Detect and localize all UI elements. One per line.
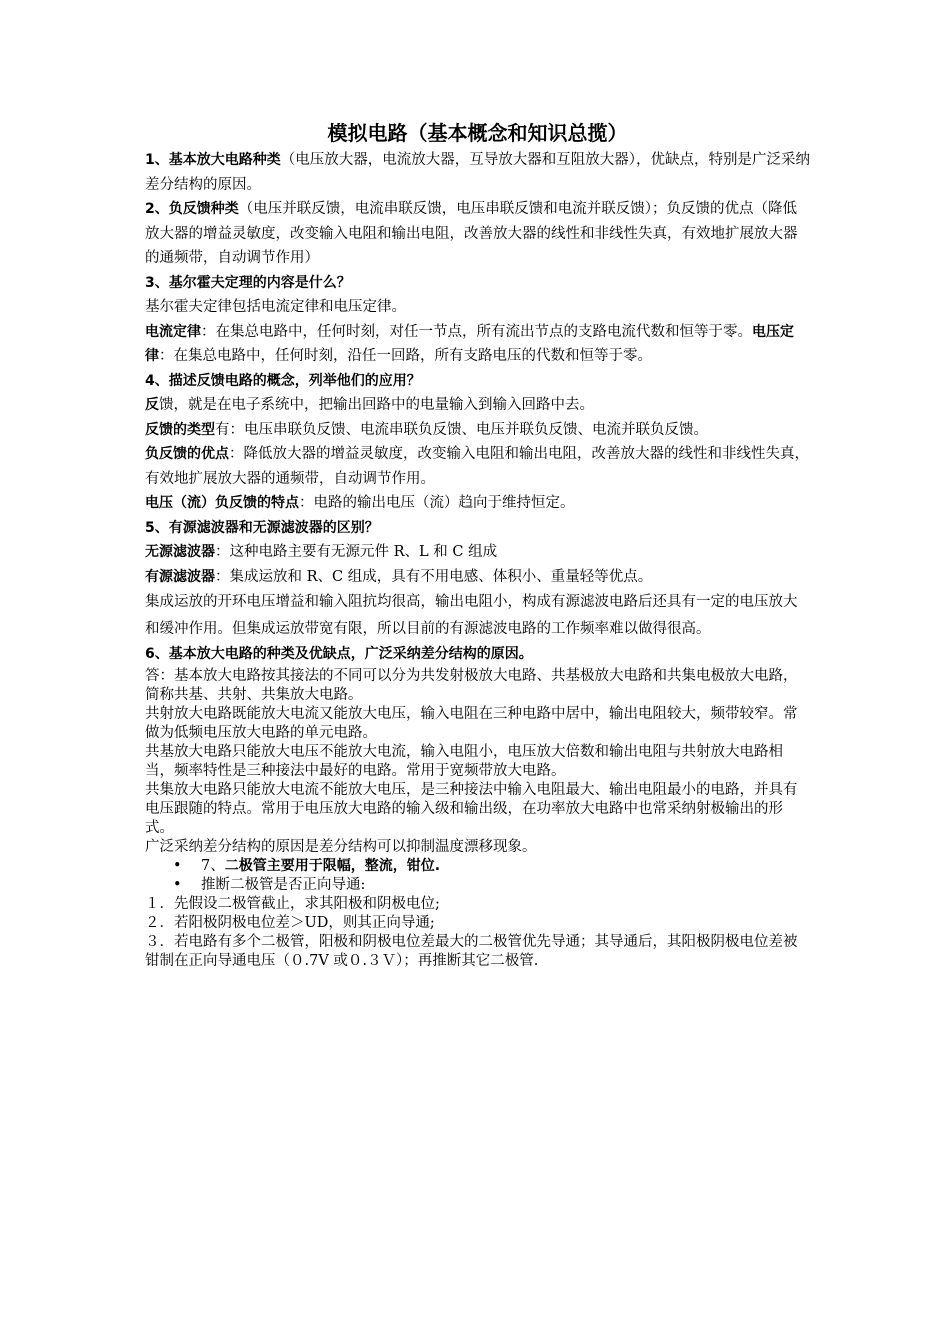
bullet-item-diode-conduction (145, 876, 810, 895)
passive-filter-label: 无源滤波器 (145, 544, 215, 560)
section-6-heading: 6、基本放大电路的种类及优缺点，广泛采纳差分结构的原因。 (145, 646, 533, 662)
document-page (145, 118, 810, 971)
section-3-laws (145, 320, 810, 369)
features-label: 电压（流）负反馈的特点 (145, 495, 299, 511)
common-base-paragraph: 共基放大电路只能放大电压不能放大电流，输入电阻小，电压放大倍数和输出电阻与共射放大电路相当，频率特性是三种接法中最好的电路。常用于宽频带放大电路。 (145, 743, 783, 779)
step-3: ３．若电路有多个二极管，阳极和阴极电位差最大的二极管优先导通；其导通后，其阳极阴极电位差被钳制在正向导通电压（０.7V 或０.３Ｖ）；再推断其它二极管. (145, 933, 798, 969)
step-1: １．先假设二极管截止，求其阳极和阴极电位; (145, 895, 440, 912)
active-filter (145, 565, 810, 590)
section-1-heading: 1、基本放大电路种类 (145, 152, 281, 168)
advantages-label: 负反馈的优点 (145, 446, 229, 462)
feedback-label: 反 (145, 397, 159, 413)
bullet-number: 7、 (201, 857, 225, 874)
advantages-text: ：降低放大器的增益灵敏度，改变输入电阻和输出电阻，改善放大器的线性和非线性失真，有效地扩展放大器的通频带，自动调节作用。 (145, 446, 809, 487)
feedback-definition (145, 393, 810, 418)
passive-filter-text: ：这种电路主要有无源元件 R、L 和 C 组成 (215, 544, 498, 560)
negative-feedback-features (145, 491, 810, 516)
active-filter-label: 有源滤波器 (145, 568, 215, 585)
common-collector-paragraph: 共集放大电路只能放大电流不能放大电压，是三种接法中输入电阻最大、输出电阻最小的电路，并具有电压跟随的特点。常用于电压放大电路的输入级和输出级，在功率放大电路中也常采纳射极输出的形式。 (145, 781, 798, 836)
section-3-heading: 3、基尔霍夫定理的内容是什么？ (145, 274, 351, 291)
section-3-intro: 基尔霍夫定律包括电流定律和电压定律。 (145, 299, 406, 315)
common-emitter-paragraph: 共射放大电路既能放大电流又能放大电压，输入电阻在三种电路中居中，输出电阻较大，频带较窄。常做为低频电压放大电路的单元电路。 (145, 705, 798, 741)
bullet-icon: • (173, 857, 182, 874)
page-title: 模拟电路（基本概念和知识总揽） (327, 121, 628, 145)
current-law-label: 电流定律 (145, 323, 201, 340)
voltage-law-text: ：在集总电路中，任何时刻，沿任一回路，所有支路电压的代数和恒等于零。 (159, 348, 652, 364)
voltage-law-label: 电压定律 (145, 323, 794, 364)
section-6-answer: 答：基本放大电路按其接法的不同可以分为共发射极放大电路、共基极放大电路和共集电极放大电路，简称共基、共射、共集放大电路。 (145, 667, 798, 703)
feedback-types-label: 反馈的类型 (145, 421, 215, 438)
section-2 (145, 197, 810, 271)
bullet-item-diode-uses (145, 857, 810, 876)
active-filter-note: 集成运放的开环电压增益和输入阻抗均很高，输出电阻小，构成有源滤波电路后还具有一定的电压放大和缓冲作用。但集成运放带宽有限，所以目前的有源滤波电路的工作频率难以做得很高。 (145, 594, 798, 637)
step-2: ２．若阳极阴极电位差＞UD，则其正向导通; (145, 914, 435, 931)
differential-reason: 广泛采纳差分结构的原因是差分结构可以抑制温度漂移现象。 (145, 838, 537, 855)
section-4-heading: 4、描述反馈电路的概念，列举他们的应用？ (145, 372, 421, 389)
diode-conduction-text: 推断二极管是否正向导通: (201, 876, 366, 893)
negative-feedback-advantages (145, 442, 810, 491)
section-1-body: （电压放大器，电流放大器，互导放大器和互阻放大器），优缺点，特别是广泛采纳差分结构的原因。 (145, 152, 810, 193)
passive-filter (145, 540, 810, 565)
section-5-heading: 5、有源滤波器和无源滤波器的区别？ (145, 519, 379, 536)
section-2-body: （电压并联反馈，电流串联反馈，电压串联反馈和电流并联反馈）；负反馈的优点（降低放大器的增益灵敏度，改变输入电阻和输出电阻，改善放大器的线性和非线性失真，有效地扩展放大器的通频带，自动调节作用） (145, 201, 798, 266)
feedback-text: 馈，就是在电子系统中，把输出回路中的电量输入到输入回路中去。 (159, 397, 594, 413)
feedback-types (145, 418, 810, 443)
feedback-types-text: 有：电压串联负反馈、电流串联负反馈、电压并联负反馈、电流并联负反馈。 (215, 421, 708, 438)
section-2-heading: 2、负反馈种类 (145, 201, 239, 217)
bullet-icon: • (173, 876, 182, 893)
features-text: ：电路的输出电压（流）趋向于维持恒定。 (299, 495, 575, 511)
current-law-text: ：在集总电路中，任何时刻，对任一节点，所有流出节点的支路电流代数和恒等于零。 (201, 323, 752, 340)
active-filter-text: ：集成运放和 R、C 组成，具有不用电感、体积小、重量轻等优点。 (215, 568, 653, 585)
section-1 (145, 148, 810, 197)
diode-uses-text: 二极管主要用于限幅，整流，钳位. (224, 857, 441, 874)
